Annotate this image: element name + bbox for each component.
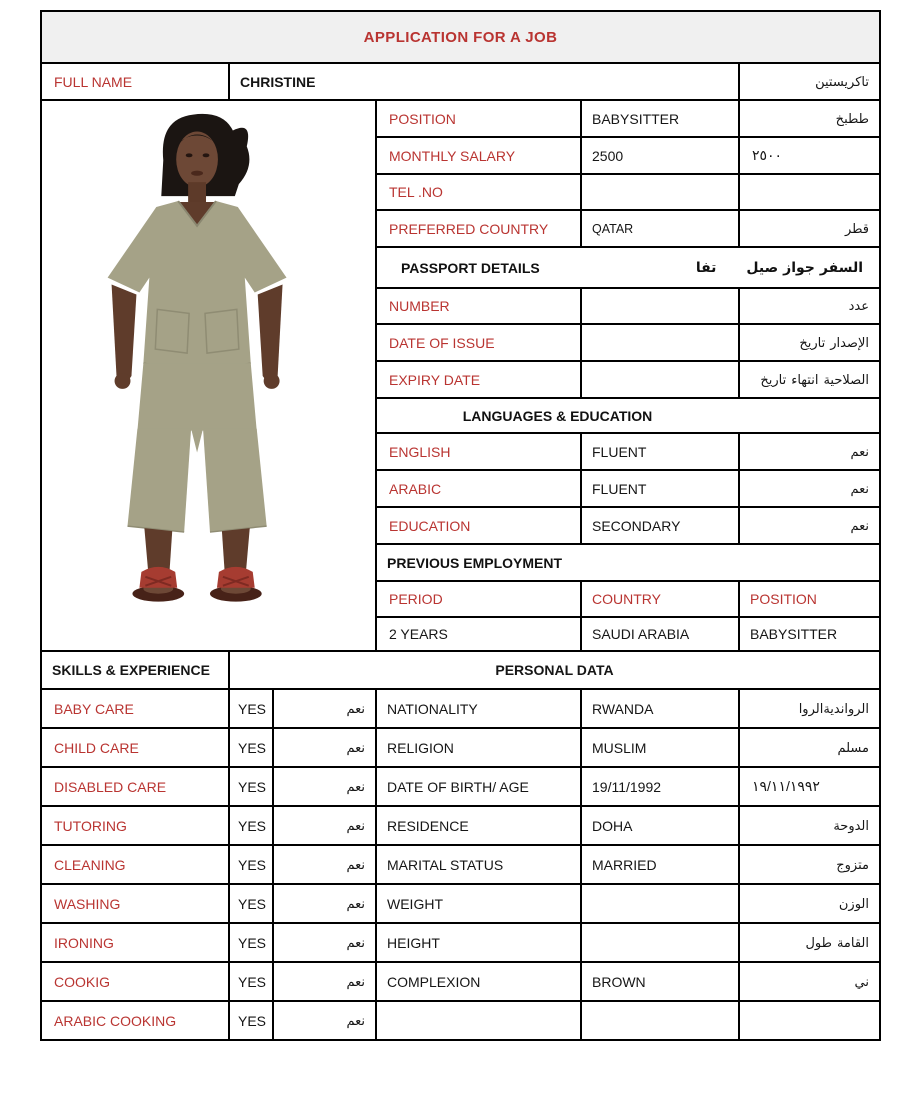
skill-yes-arabic: نعم [274,885,375,922]
personal-value: MARRIED [582,846,738,883]
employment-country: SAUDI ARABIA [582,618,738,650]
employment-entry-row [377,618,879,650]
tel-arabic [740,175,879,209]
personal-arabic: الوزن [740,885,879,922]
ironing-row [42,924,879,961]
salary-value: 2500 [582,138,738,173]
english-label: ENGLISH [377,434,580,469]
country-row [377,211,879,246]
position-value: BABYSITTER [582,101,738,136]
date-of-issue-arabic: تاريخ الإصدار [740,325,879,360]
skill-yes-arabic: نعم [274,768,375,805]
expiry-date-value [582,362,738,397]
salary-row [377,138,879,173]
education-value: SECONDARY [582,508,738,543]
skills-header: SKILLS & EXPERIENCE [42,652,228,688]
skill-yes-arabic: نعم [274,1002,375,1039]
skill-yes: YES [230,729,272,766]
personal-arabic: الروانديةالروا [740,690,879,727]
languages-header: LANGUAGES & EDUCATION [462,407,653,424]
personal-label: RELIGION [377,729,580,766]
personal-data-header: PERSONAL DATA [230,652,879,688]
education-arabic: نعم [740,508,879,543]
arabic-label: ARABIC [377,471,580,506]
personal-value [582,885,738,922]
personal-arabic: ١٩/١١/١٩٩٢ [740,768,879,805]
passport-number-row [377,289,879,323]
arabic-arabic: نعم [740,471,879,506]
skill-yes-arabic: نعم [274,963,375,1000]
personal-label: COMPLEXION [377,963,580,1000]
skill-label: ARABIC COOKING [42,1002,228,1039]
position-arabic: ططبخ [740,101,879,136]
personal-value [582,924,738,961]
employment-period: 2 YEARS [377,618,580,650]
skill-label: COOKIG [42,963,228,1000]
position-label: POSITION [377,101,580,136]
tel-label: TEL .NO [377,175,580,209]
personal-arabic [740,1002,879,1039]
personal-label: DATE OF BIRTH/ AGE [377,768,580,805]
personal-value: BROWN [582,963,738,1000]
education-row [377,508,879,543]
employment-columns-row [377,582,879,616]
period-column-header: PERIOD [377,582,580,616]
employment-position: BABYSITTER [740,618,879,650]
applicant-photo [42,101,375,650]
position-column-header: POSITION [740,582,879,616]
passport-header-arabic-rest: صيل جواز السفر [746,259,863,275]
skill-label: CLEANING [42,846,228,883]
passport-header-row [377,248,879,287]
skill-yes-arabic: نعم [274,846,375,883]
skill-yes: YES [230,924,272,961]
cooking-row [42,963,879,1000]
country-value: QATAR [582,211,738,246]
personal-arabic: متزوج [740,846,879,883]
skill-yes: YES [230,690,272,727]
previous-employment-header: PREVIOUS EMPLOYMENT [387,554,563,571]
full-name-value: CHRISTINE [230,64,738,99]
skill-yes: YES [230,1002,272,1039]
passport-header: PASSPORT DETAILS [401,259,540,276]
date-of-issue-row [377,325,879,360]
main-section [42,101,879,650]
personal-label: NATIONALITY [377,690,580,727]
arabic-value: FLUENT [582,471,738,506]
languages-header-row [377,399,879,432]
personal-arabic: ني [740,963,879,1000]
skill-label: CHILD CARE [42,729,228,766]
english-row [377,434,879,469]
skill-yes: YES [230,885,272,922]
skill-yes: YES [230,963,272,1000]
full-name-arabic: تاكريستين [740,64,879,99]
passport-header-arabic [696,259,879,276]
english-value: FLUENT [582,434,738,469]
washing-row [42,885,879,922]
personal-value: MUSLIM [582,729,738,766]
cleaning-row [42,846,879,883]
photo-cell [42,101,375,650]
country-column-header: COUNTRY [582,582,738,616]
disabled-care-row [42,768,879,805]
position-row [377,101,879,136]
skill-label: BABY CARE [42,690,228,727]
salary-label: MONTHLY SALARY [377,138,580,173]
skill-yes-arabic: نعم [274,690,375,727]
skill-label: TUTORING [42,807,228,844]
personal-value: 19/11/1992 [582,768,738,805]
application-form [40,10,881,1041]
arabic-cooking-row [42,1002,879,1039]
personal-label [377,1002,580,1039]
skill-yes: YES [230,846,272,883]
expiry-date-arabic: تاريخ انتهاء الصلاحية [740,362,879,397]
date-of-issue-label: DATE OF ISSUE [377,325,580,360]
personal-label: MARITAL STATUS [377,846,580,883]
expiry-date-label: EXPIRY DATE [377,362,580,397]
tel-row [377,175,879,209]
form-title: APPLICATION FOR A JOB [42,12,879,62]
passport-number-value [582,289,738,323]
personal-label: HEIGHT [377,924,580,961]
passport-header-arabic-lead: تفا [695,259,717,275]
personal-value: RWANDA [582,690,738,727]
passport-number-label: NUMBER [377,289,580,323]
full-name-label: FULL NAME [42,64,228,99]
passport-number-arabic: عدد [740,289,879,323]
tel-value [582,175,738,209]
personal-label: RESIDENCE [377,807,580,844]
personal-value [582,1002,738,1039]
skill-label: WASHING [42,885,228,922]
education-label: EDUCATION [377,508,580,543]
tutoring-row [42,807,879,844]
salary-arabic: ٢٥٠٠ [740,138,879,173]
full-name-row [42,64,879,99]
country-label: PREFERRED COUNTRY [377,211,580,246]
personal-arabic: مسلم [740,729,879,766]
skill-label: DISABLED CARE [42,768,228,805]
skill-yes: YES [230,807,272,844]
baby-care-row [42,690,879,727]
date-of-issue-value [582,325,738,360]
previous-employment-header-row [377,545,879,580]
skill-yes-arabic: نعم [274,924,375,961]
child-care-row [42,729,879,766]
personal-label: WEIGHT [377,885,580,922]
skill-label: IRONING [42,924,228,961]
skill-yes-arabic: نعم [274,807,375,844]
skills-personal-grid [42,690,879,1039]
section-headers-row [42,652,879,688]
expiry-date-row [377,362,879,397]
country-arabic: قطر [740,211,879,246]
personal-arabic: الدوحة [740,807,879,844]
skill-yes-arabic: نعم [274,729,375,766]
personal-value: DOHA [582,807,738,844]
details-column [377,101,879,650]
skill-yes: YES [230,768,272,805]
personal-arabic: طول القامة [740,924,879,961]
english-arabic: نعم [740,434,879,469]
arabic-row [377,471,879,506]
